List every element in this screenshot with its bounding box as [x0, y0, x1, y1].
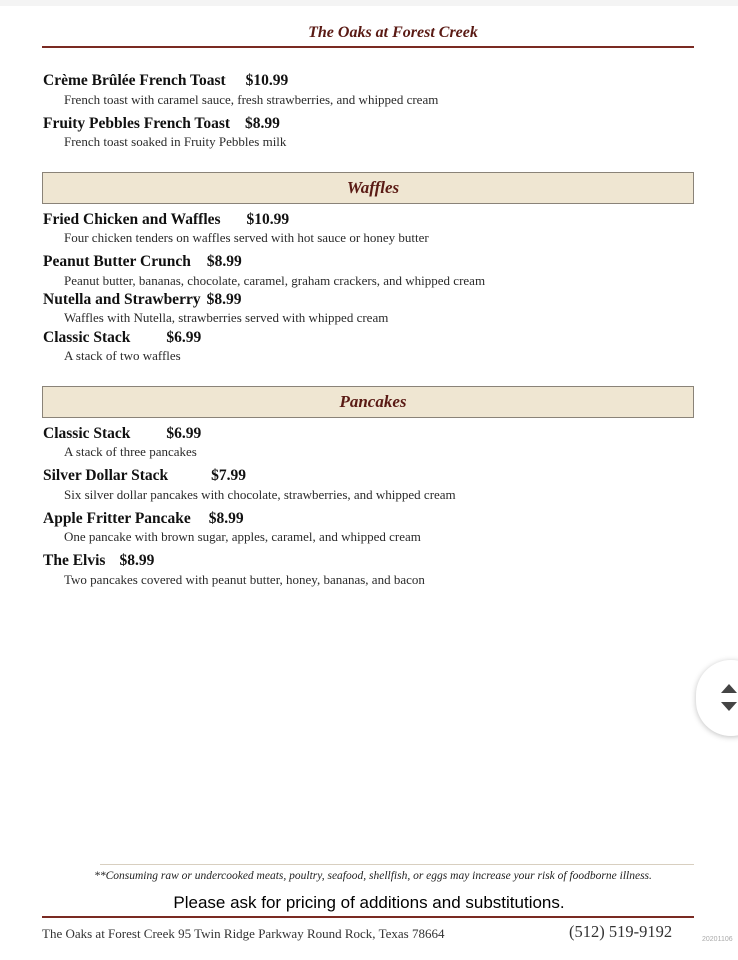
menu-item-name — [43, 425, 201, 443]
pricing-note: Please ask for pricing of additions and substitutions. — [173, 893, 565, 912]
item-title: Silver Dollar Stack — [43, 467, 169, 484]
item-price: $8.99 — [206, 253, 242, 270]
menu-item-name — [43, 467, 246, 485]
menu-item-description: Four chicken tenders on waffles served with hot sauce or honey butter — [64, 230, 429, 245]
page-title-text: The Oaks at Forest Creek — [308, 24, 478, 41]
menu-item-description: A stack of two waffles — [64, 348, 181, 363]
menu-item-description: A stack of three pancakes — [64, 444, 197, 459]
item-title: Apple Fritter Pancake — [43, 510, 191, 527]
item-price: $6.99 — [166, 425, 202, 442]
header-divider — [42, 46, 694, 48]
menu-item-description: French toast with caramel sauce, fresh strawberries, and whipped cream — [64, 92, 439, 107]
menu-item-description: Peanut butter, bananas, chocolate, caramel, graham crackers, and whipped cream — [64, 273, 486, 288]
scroll-control[interactable] — [696, 660, 738, 736]
menu-item-description: Waffles with Nutella, strawberries served with whipped cream — [64, 310, 389, 325]
restaurant-address: The Oaks at Forest Creek 95 Twin Ridge Parkway Round Rock, Texas 78664 — [42, 926, 445, 941]
page-top-edge — [0, 0, 738, 6]
menu-item-description: Six silver dollar pancakes with chocolate, strawberries, and whipped cream — [64, 487, 456, 502]
section-title-text: Waffles — [346, 178, 400, 197]
item-price: $8.99 — [206, 291, 242, 308]
section-title-text: Pancakes — [339, 392, 407, 411]
item-price: $8.99 — [119, 552, 155, 569]
page-title — [0, 24, 738, 42]
food-safety-warning — [0, 870, 738, 882]
item-title: The Elvis — [43, 552, 106, 569]
item-price: $8.99 — [245, 115, 280, 132]
section-header-pancakes — [42, 386, 694, 418]
item-price: $10.99 — [246, 211, 290, 228]
item-price: $8.99 — [208, 510, 244, 527]
item-title: Fried Chicken and Waffles — [43, 211, 221, 228]
document-code: 20201106 — [702, 936, 733, 943]
section-title — [43, 392, 693, 412]
menu-item-name — [43, 211, 289, 229]
menu-item-name — [43, 72, 288, 90]
menu-item-description: Two pancakes covered with peanut butter, honey, bananas, and bacon — [64, 572, 425, 587]
menu-item-name — [43, 329, 201, 347]
section-header-waffles — [42, 172, 694, 204]
footer-top-divider — [100, 864, 694, 865]
footer-divider — [42, 916, 694, 918]
section-title — [43, 178, 693, 198]
item-title: Classic Stack — [43, 329, 131, 346]
item-title: Crème Brûlée French Toast — [43, 72, 226, 89]
triangle-down-icon[interactable] — [721, 702, 737, 711]
menu-item-name — [43, 115, 280, 133]
menu-item-description: One pancake with brown sugar, apples, caramel, and whipped cream — [64, 529, 421, 544]
item-price: $7.99 — [211, 467, 247, 484]
item-title: Classic Stack — [43, 425, 131, 442]
item-title: Peanut Butter Crunch — [43, 253, 191, 270]
menu-item-name — [43, 253, 242, 271]
menu-item-description: French toast soaked in Fruity Pebbles milk — [64, 134, 287, 149]
restaurant-phone: (512) 519-9192 — [569, 922, 673, 941]
item-price: $10.99 — [245, 72, 289, 89]
menu-item-name — [43, 510, 244, 528]
warning-text: **Consuming raw or undercooked meats, poultry, seafood, shellfish, or eggs may increase your risk of foodborne illness. — [94, 870, 652, 882]
triangle-up-icon[interactable] — [721, 684, 737, 693]
item-price: $6.99 — [166, 329, 202, 346]
item-title: Nutella and Strawberry — [43, 291, 201, 308]
item-title: Fruity Pebbles French Toast — [43, 115, 231, 132]
menu-item-name — [43, 291, 241, 309]
menu-item-name — [43, 552, 154, 570]
